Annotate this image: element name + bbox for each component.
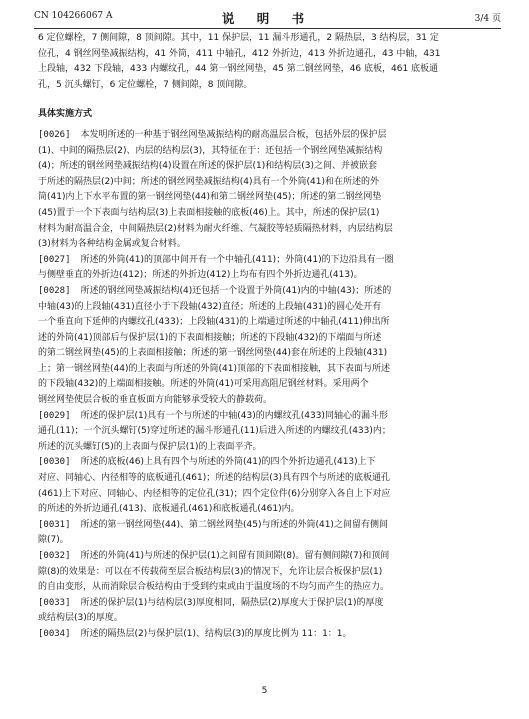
paragraph-line: 或结构层(3)的厚度。	[38, 613, 123, 624]
paragraph-number: [0027]	[38, 254, 71, 265]
paragraph	[38, 253, 506, 284]
paragraph-text: 本发明所述的一种基于钢丝网垫减振结构的耐高温层合板，包括外层的保护层	[80, 129, 387, 140]
paragraph-line	[38, 596, 506, 612]
paragraph-line: 的下段轴(432)的上端面相接触。所述的外筒(41)可采用高阻尼钢丝材料。采用两个	[38, 379, 369, 390]
intro-line: 位孔，4 钢丝网垫减振结构，41 外筒，411 中轴孔，412 外折边，413 外折边通孔，43 中轴，431	[38, 48, 441, 59]
paragraph-line: 隙(8)的效果是：可以在不传载荷至层合板结构层(3)的情况下，允许让层合板保护层(1)	[38, 566, 383, 577]
paragraph	[38, 549, 506, 596]
paragraph-text: 所述的第一钢丝网垫(44)、第二钢丝网垫(45)与所述的外筒(41)之间留有侧间	[80, 519, 388, 530]
paragraph-number: [0030]	[38, 457, 71, 468]
paragraph	[38, 596, 506, 627]
paragraph-text: 所述的保护层(1)与结构层(3)厚度相同，隔热层(2)厚度大于保护层(1)的厚度	[80, 597, 384, 608]
paragraph-line: 对应、同轴心、内径相等的底板通孔(461)；所述的结构层(3)具有四个与所述的底板通孔	[38, 473, 390, 484]
page-count: 3/4 页	[474, 14, 501, 24]
paragraph-line: 的第二钢丝网垫(45)的上表面相接触；所述的第一钢丝网垫(44)套在所述的上段轴(431)	[38, 348, 388, 359]
paragraph-line: 隙(7)。	[38, 535, 69, 546]
paragraph-text: 所述的钢丝网垫减振结构(4)还包括一个设置于外筒(41)内的中轴(43)；所述的	[80, 285, 392, 296]
document-id: CN 104266067 A	[34, 11, 113, 21]
paragraph-line	[38, 284, 506, 300]
document-title: 说 明 书	[221, 11, 314, 26]
paragraph-number: [0026]	[38, 129, 71, 140]
paragraph-line: 中轴(43)的上段轴(431)直径小于下段轴(432)直径；所述的上段轴(431)的圆心处开有	[38, 301, 382, 312]
paragraph-text: 所述的外筒(41)的顶部中间开有一个中轴孔(411)；外筒(41)的下边沿具有一圈	[80, 254, 394, 265]
paragraph	[38, 409, 506, 456]
paragraph	[38, 284, 506, 409]
paragraph-line: 材料为耐高温合金，中间隔热层(2)材料为耐火纤维、气凝胶等轻质隔热材料，内层结构层	[38, 223, 393, 234]
intro-line: 上段轴，432 下段轴，433 内螺纹孔，44 第一钢丝网垫，45 第二钢丝网垫，46 底板，461 底板通	[38, 64, 439, 75]
paragraph-number: [0029]	[38, 410, 71, 421]
paragraph-number: [0034]	[38, 628, 71, 639]
paragraph-line	[38, 253, 506, 269]
paragraph-line: 述的外筒(41)顶部后与保护层(1)的下表面相接触；所述的下段轴(432)的下端面与所述	[38, 332, 382, 343]
paragraph-line	[38, 549, 506, 565]
paragraph-line	[38, 128, 506, 144]
paragraph-number: [0033]	[38, 597, 71, 608]
paragraph-number: [0032]	[38, 551, 71, 561]
paragraph-line: (1)、中间的隔热层(2)、内层的结构层(3)，其特征在于：还包括一个钢丝网垫减振结构	[38, 145, 383, 156]
intro-line: 孔，5 沉头螺钉，6 定位螺栓，7 侧间隙，8 顶间隙。	[38, 79, 253, 90]
paragraph-line: 于所述的隔热层(2)中间；所述的钢丝网垫减振结构(4)具有一个外筒(41)和在所述的外	[38, 176, 379, 187]
paragraph-text: 所述的底板(46)上具有四个与所述的外筒(41)的四个外折边通孔(413)上下	[80, 457, 376, 468]
paragraph-line: 所述的沉头螺钉(5)的上表面与保护层(1)的上表面平齐。	[38, 441, 262, 452]
page-header	[34, 8, 501, 29]
document-body	[38, 31, 506, 643]
paragraph	[38, 455, 506, 517]
paragraph	[38, 518, 506, 549]
page-number: 5	[261, 686, 268, 696]
paragraph-line: 通孔(11)；一个沉头螺钉(5)穿过所述的漏斗形通孔(11)后进入所述的内螺纹孔(433)内；	[38, 426, 391, 437]
paragraph-text: 所述的外筒(41)与所述的保护层(1)之间留有顶间隙(8)。留有侧间隙(7)和顶间	[80, 551, 390, 561]
paragraph-line: (4)；所述的钢丝网垫减振结构(4)设置在所述的保护层(1)和结构层(3)之间、并被嵌套	[38, 161, 377, 172]
paragraph-line: 钢丝网垫使层合板的垂直板面方向能够承受较大的静载荷。	[38, 395, 273, 406]
paragraph-line: (45)置于一个下表面与结构层(3)上表面相接触的底板(46)上。其中，所述的保护层(1)	[38, 207, 380, 218]
paragraph-line	[38, 455, 506, 471]
paragraph	[38, 627, 506, 643]
intro-line: 6 定位螺栓，7 侧间隙，8 顶间隙。其中，11 保护层，11 漏斗形通孔，2 隔热层，3 结构层，31 定	[38, 33, 439, 43]
paragraph-line: 的所述的外折边通孔(413)、底板通孔(461)和底板通孔(461)内。	[38, 504, 300, 515]
paragraph-line: 与侧壁垂直的外折边(412)；所述的外折边(412)上均布有四个外折边通孔(413)。	[38, 270, 363, 281]
paragraph-number: [0031]	[38, 519, 71, 530]
paragraph-line: (461)上下对应、同轴心、内径相等的定位孔(31)；四个定位件(6)分别穿入各自上下对应	[38, 488, 391, 499]
spacer	[38, 93, 506, 107]
paragraph-line: 筒(41)内上下水平布置的第一钢丝网垫(44)和第二钢丝网垫(45)；所述的第二钢丝网垫	[38, 192, 382, 203]
paragraph-number: [0028]	[38, 285, 71, 296]
paragraph-line	[38, 627, 506, 643]
paragraph-line	[38, 518, 506, 534]
section-heading: 具体实施方式	[38, 109, 93, 120]
paragraph-line: 的自由变形，从而消除层合板结构由于受到约束或由于温度场的不均匀而产生的热应力。	[38, 582, 390, 593]
paragraph	[38, 128, 506, 253]
paragraph-line: 一个垂直向下延伸的内螺纹孔(433)；上段轴(431)的上端通过所述的中轴孔(411)伸出所	[38, 317, 390, 328]
paragraph-text: 所述的保护层(1)具有一个与所述的中轴(43)的内螺纹孔(433)同轴心的漏斗形	[80, 410, 388, 421]
paragraph-line: (3)材料为各种结构金属或复合材料。	[38, 239, 186, 250]
paragraph-line: 上；第一钢丝网垫(44)的上表面与所述的外筒(41)顶部的下表面相接触，其下表面与所述	[38, 363, 390, 374]
paragraph-text: 所述的隔热层(2)与保护层(1)、结构层(3)的厚度比例为 11：1：1。	[80, 628, 352, 639]
paragraph-line	[38, 409, 506, 425]
